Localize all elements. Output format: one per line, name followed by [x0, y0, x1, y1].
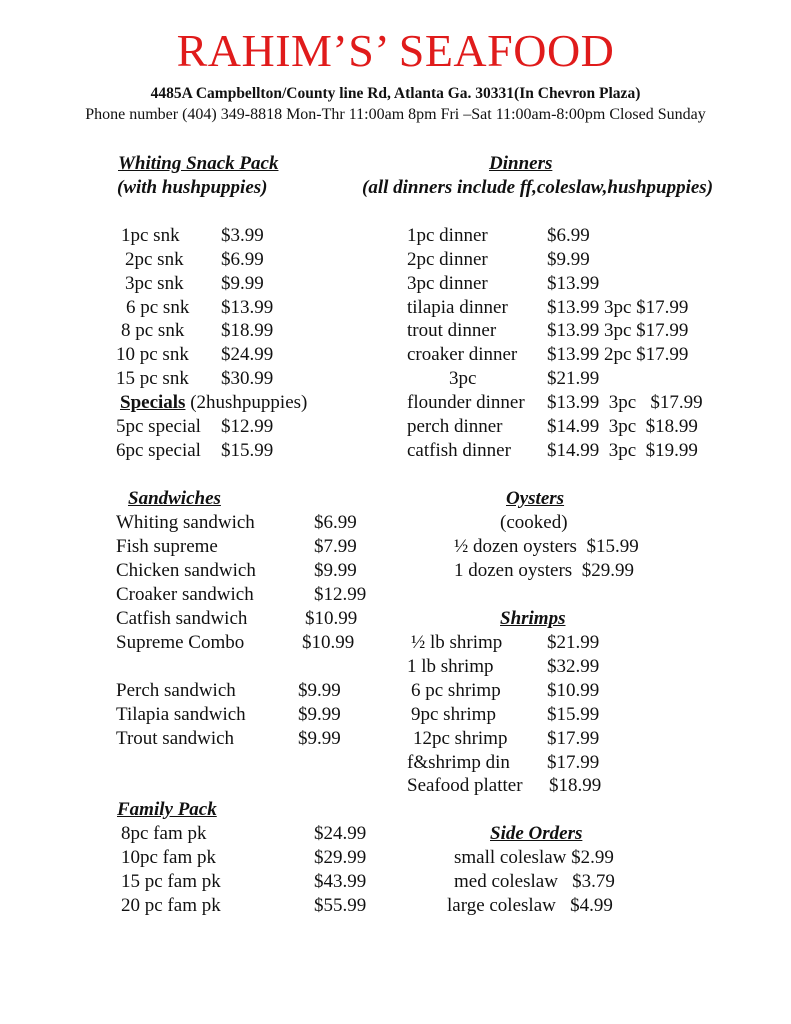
item-name: 15 pc snk — [116, 368, 189, 389]
item-price: $21.99 — [547, 632, 600, 653]
item-name: tilapia dinner — [407, 297, 508, 318]
item-name: 1pc snk — [121, 225, 180, 246]
item-price: $6.99 — [314, 512, 357, 533]
whiting-heading: Whiting Snack Pack — [118, 153, 279, 174]
item-price: $21.99 — [547, 368, 600, 389]
item-name: 3pc dinner — [407, 273, 488, 294]
item-name: 20 pc fam pk — [121, 895, 221, 916]
item-price: $29.99 — [314, 847, 367, 868]
item-text: med coleslaw $3.79 — [454, 871, 615, 892]
sandwiches-heading: Sandwiches — [128, 488, 221, 509]
item-text: small coleslaw $2.99 — [454, 847, 614, 868]
item-name: Tilapia sandwich — [116, 704, 246, 725]
item-name: 2pc snk — [125, 249, 184, 270]
item-name: 9pc shrimp — [411, 704, 496, 725]
item-price: $24.99 — [221, 344, 274, 365]
whiting-subtitle: (with hushpuppies) — [117, 177, 268, 198]
item-text: ½ dozen oysters $15.99 — [454, 536, 639, 557]
item-price: $9.99 — [314, 560, 357, 581]
shrimps-heading: Shrimps — [500, 608, 566, 629]
item-price: $10.99 — [302, 632, 355, 653]
item-name: 8 pc snk — [121, 320, 185, 341]
item-name: Chicken sandwich — [116, 560, 256, 581]
item-name: Fish supreme — [116, 536, 218, 557]
item-price: $3.99 — [221, 225, 264, 246]
item-name: 6 pc shrimp — [411, 680, 501, 701]
item-name: trout dinner — [407, 320, 497, 341]
item-name: 3pc — [449, 368, 477, 389]
item-price: $14.99 3pc $18.99 — [547, 416, 698, 437]
item-price: $43.99 — [314, 871, 367, 892]
item-name: 10 pc snk — [116, 344, 189, 365]
item-name: Seafood platter — [407, 775, 523, 796]
phone-hours-line: Phone number (404) 349-8818 Mon-Thr 11:00am 8pm Fri –Sat 11:00am-8:00pm Closed Sunday — [85, 106, 706, 123]
family-pack-heading: Family Pack — [117, 799, 217, 820]
item-price: $9.99 — [298, 728, 341, 749]
item-price: $18.99 — [549, 775, 602, 796]
item-name: Whiting sandwich — [116, 512, 255, 533]
oysters-heading: Oysters — [506, 488, 565, 509]
item-price: $7.99 — [314, 536, 357, 557]
item-name: 2pc dinner — [407, 249, 488, 270]
item-price: $18.99 — [221, 320, 274, 341]
item-name: Supreme Combo — [116, 632, 245, 653]
item-name: 10pc fam pk — [121, 847, 216, 868]
item-price: $24.99 — [314, 823, 367, 844]
item-price: $10.99 — [547, 680, 600, 701]
item-name: 6pc special — [116, 440, 201, 461]
restaurant-title: RAHIM’S’ SEAFOOD — [176, 25, 615, 76]
item-name: catfish dinner — [407, 440, 511, 461]
item-price: $9.99 — [298, 680, 341, 701]
item-price: $6.99 — [547, 225, 590, 246]
item-name: 3pc snk — [125, 273, 184, 294]
item-price: $30.99 — [221, 368, 274, 389]
side-orders-heading: Side Orders — [490, 823, 583, 844]
item-name: 5pc special — [116, 416, 201, 437]
item-name: 6 pc snk — [126, 297, 190, 318]
item-text: large coleslaw $4.99 — [447, 895, 613, 916]
item-name: 8pc fam pk — [121, 823, 207, 844]
item-name: ½ lb shrimp — [411, 632, 503, 653]
item-name: 1pc dinner — [407, 225, 488, 246]
item-price: $6.99 — [221, 249, 264, 270]
item-name: f&shrimp din — [407, 752, 510, 773]
item-price: $9.99 — [547, 249, 590, 270]
item-name: flounder dinner — [407, 392, 525, 413]
item-name: perch dinner — [407, 416, 503, 437]
item-name: 12pc shrimp — [413, 728, 508, 749]
item-price: $15.99 — [221, 440, 274, 461]
item-price: $55.99 — [314, 895, 367, 916]
item-price: $14.99 3pc $19.99 — [547, 440, 698, 461]
dinners-heading: Dinners — [489, 153, 553, 174]
item-text: 1 dozen oysters $29.99 — [454, 560, 634, 581]
item-price: $13.99 3pc $17.99 — [547, 297, 689, 318]
item-price: $12.99 — [314, 584, 367, 605]
item-price: $13.99 — [547, 273, 600, 294]
address-line: 4485A Campbellton/County line Rd, Atlanta Ga. 30331(In Chevron Plaza) — [150, 85, 641, 102]
item-price: $10.99 — [305, 608, 358, 629]
item-name: Trout sandwich — [116, 728, 235, 749]
oysters-subtitle: (cooked) — [500, 512, 568, 533]
item-name: croaker dinner — [407, 344, 518, 365]
specials-note: (2hushpuppies) — [185, 392, 308, 413]
item-name: 15 pc fam pk — [121, 871, 221, 892]
dinners-subtitle: (all dinners include ff,coleslaw,hushpuppies) — [362, 177, 714, 198]
item-price: $13.99 2pc $17.99 — [547, 344, 689, 365]
item-name: 1 lb shrimp — [407, 656, 494, 677]
item-price: $13.99 3pc $17.99 — [547, 320, 689, 341]
specials-label: Specials — [120, 392, 186, 413]
specials-heading — [120, 393, 307, 412]
item-price: $13.99 — [221, 297, 274, 318]
item-price: $17.99 — [547, 728, 600, 749]
item-price: $15.99 — [547, 704, 600, 725]
item-price: $12.99 — [221, 416, 274, 437]
item-price: $13.99 3pc $17.99 — [547, 392, 703, 413]
item-name: Perch sandwich — [116, 680, 236, 701]
item-name: Croaker sandwich — [116, 584, 254, 605]
item-price: $9.99 — [298, 704, 341, 725]
item-price: $9.99 — [221, 273, 264, 294]
item-price: $17.99 — [547, 752, 600, 773]
item-price: $32.99 — [547, 656, 600, 677]
item-name: Catfish sandwich — [116, 608, 248, 629]
